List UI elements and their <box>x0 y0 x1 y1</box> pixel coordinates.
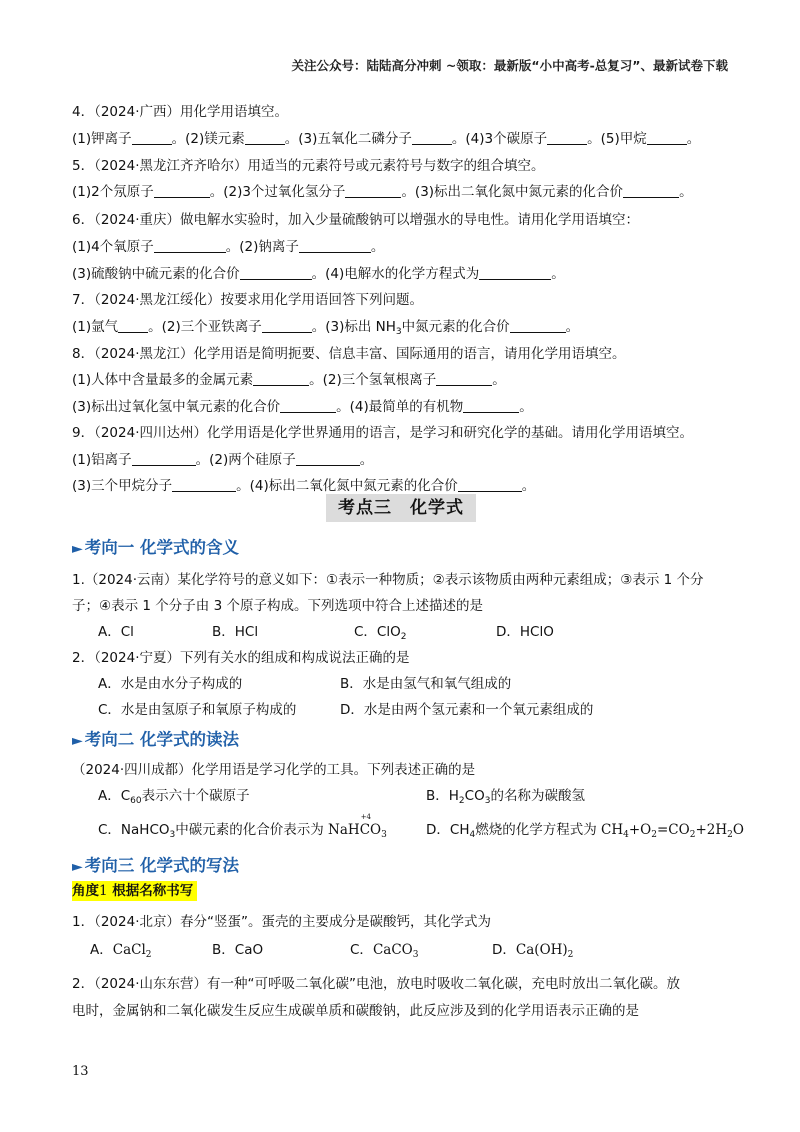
answer-blank[interactable] <box>253 372 309 386</box>
d3q2-line1: 2．（2024·山东东营）有一种“可呼吸二氧化碳”电池，放电时吸收二氧化碳，充电时放出二氧化碳。放 <box>72 976 680 992</box>
d1q2-stem: 2．（2024·宁夏）下列有关水的组成和构成说法正确的是 <box>72 650 410 666</box>
d2q1-stem: （2024·四川成都）化学用语是学习化学的工具。下列表述正确的是 <box>72 762 476 778</box>
answer-blank[interactable] <box>172 478 236 492</box>
option-d[interactable]: D．$CH_4$燃烧的化学方程式为 $CH_4+O_2=CO_2+2H_2O$ <box>426 822 744 840</box>
answer-blank[interactable] <box>299 239 371 253</box>
option-b[interactable]: B．CaO <box>212 942 264 958</box>
d1q1-line1: 1.（2024·云南）某化学符号的意义如下：①表示一种物质；②表示该物质由两种元素组成；③表示 1 个分 <box>72 572 704 588</box>
option-c[interactable]: C．水是由氢原子和氧原子构成的 <box>98 702 297 718</box>
triangle-icon: ► <box>72 859 83 875</box>
q5-stem: 5．（2024·黑龙江齐齐哈尔）用适当的元素符号或元素符号与数字的组合填空。 <box>72 158 545 174</box>
q7-stem: 7．（2024·黑龙江绥化）按要求用化学用语回答下列问题。 <box>72 292 423 308</box>
option-b[interactable]: B．$H_2CO_3$的名称为碳酸氢 <box>426 788 585 806</box>
d3q2-line2: 电时，金属钠和二氧化碳发生反应生成碳单质和碳酸钠，此反应涉及到的化学用语表示正确的是 <box>72 1003 639 1019</box>
q7-parts: (1)氩气 。(2)三个亚铁离子 。(3)标出 $NH_3$中氮元素的化合价 。 <box>72 319 580 337</box>
q8-parts-2: (3)标出过氧化氢中氧元素的化合价 。(4)最简单的有机物 。 <box>72 399 533 415</box>
q6-stem: 6．（2024·重庆）做电解水实验时，加入少量硫酸钠可以增强水的导电性。请用化学用语填空： <box>72 212 639 228</box>
answer-blank[interactable] <box>154 239 226 253</box>
answer-blank[interactable] <box>280 399 336 413</box>
answer-blank[interactable] <box>132 452 196 466</box>
answer-blank[interactable] <box>436 372 492 386</box>
answer-blank[interactable] <box>547 131 587 145</box>
answer-blank[interactable] <box>647 131 687 145</box>
q8-stem: 8．（2024·黑龙江）化学用语是简明扼要、信息丰富、国际通用的语言，请用化学用语填空。 <box>72 346 626 362</box>
q9-stem: 9．（2024·四川达州）化学用语是化学世界通用的语言，是学习和研究化学的基础。请用化学用语填空。 <box>72 425 693 441</box>
page-number: 13 <box>72 1064 89 1079</box>
option-a[interactable]: A．CaCl$_2$ <box>90 942 152 960</box>
section-title-kaodian: 考点三 化学式 <box>326 494 476 522</box>
answer-blank[interactable] <box>296 452 360 466</box>
q6-parts-2: (3)硫酸钠中硫元素的化合价 。(4)电解水的化学方程式为 。 <box>72 266 565 282</box>
answer-blank[interactable] <box>132 131 172 145</box>
answer-blank[interactable] <box>510 319 566 333</box>
angle-label: 角度1 根据名称书写 <box>72 881 197 901</box>
option-d[interactable]: D．$Ca(OH)_2$ <box>492 942 574 960</box>
page-header: 关注公众号：陆陆高分冲刺 ~领取：最新版“小中高考-总复习”、最新试卷下载 <box>291 58 728 73</box>
option-c[interactable]: C．CaCO$_3$ <box>350 942 419 960</box>
option-a[interactable]: A．Cl <box>98 624 134 640</box>
answer-blank[interactable] <box>154 184 210 198</box>
option-d[interactable]: D．水是由两个氢元素和一个氧元素组成的 <box>340 702 594 718</box>
answer-blank[interactable] <box>458 478 522 492</box>
triangle-icon: ► <box>72 733 83 749</box>
answer-blank[interactable] <box>262 319 312 333</box>
direction-heading-3: ► 考向三 化学式的写法 <box>72 856 240 875</box>
q8-parts-1: (1)人体中含量最多的金属元素 。(2)三个氢氧根离子 。 <box>72 372 506 388</box>
d3q1-stem: 1．（2024·北京）春分“竖蛋”。蛋壳的主要成分是碳酸钙，其化学式为 <box>72 914 491 930</box>
valence-formula: NaH +4 $CO_3$ <box>328 813 387 840</box>
q9-parts-2: (3)三个甲烷分子 。(4)标出二氧化氮中氮元素的化合价 。 <box>72 478 536 494</box>
answer-blank[interactable] <box>118 319 148 333</box>
triangle-icon: ► <box>72 541 83 557</box>
combustion-equation: $CH_4+O_2=CO_2+2H_2O$ <box>601 822 744 840</box>
q9-parts-1: (1)铝离子 。(2)两个硅原子 。 <box>72 452 374 468</box>
option-c[interactable]: C．NaHCO$_3$中碳元素的化合价表示为 NaH +4 $CO_3$ <box>98 813 387 840</box>
option-c[interactable]: C．ClO$_2$ <box>354 624 407 642</box>
answer-blank[interactable] <box>623 184 679 198</box>
option-b[interactable]: B．HCl <box>212 624 259 640</box>
d1q1-line2: 子；④表示 1 个分子由 3 个原子构成。下列选项中符合上述描述的是 <box>72 598 483 614</box>
option-b[interactable]: B．水是由氢气和氧气组成的 <box>340 676 512 692</box>
answer-blank[interactable] <box>240 266 312 280</box>
answer-blank[interactable] <box>245 131 285 145</box>
q4-parts: (1)钾离子 。(2)镁元素 。(3)五氧化二磷分子 。(4)3个碳原子 。(5)甲烷 。 <box>72 131 701 147</box>
answer-blank[interactable] <box>345 184 401 198</box>
q6-parts-1: (1)4个氧原子 。(2)钠离子 。 <box>72 239 385 255</box>
option-a[interactable]: A．水是由水分子构成的 <box>98 676 243 692</box>
direction-heading-1: ► 考向一 化学式的含义 <box>72 538 240 557</box>
answer-blank[interactable] <box>463 399 519 413</box>
direction-heading-2: ► 考向二 化学式的读法 <box>72 730 240 749</box>
q5-parts: (1)2个氖原子 。(2)3个过氧化氢分子 。(3)标出二氧化氮中氮元素的化合价 。 <box>72 184 693 200</box>
option-d[interactable]: D．HClO <box>496 624 554 640</box>
answer-blank[interactable] <box>479 266 551 280</box>
answer-blank[interactable] <box>412 131 452 145</box>
q4-stem: 4．（2024·广西）用化学用语填空。 <box>72 104 288 120</box>
option-a[interactable]: A．$C_{60}$表示六十个碳原子 <box>98 788 250 806</box>
